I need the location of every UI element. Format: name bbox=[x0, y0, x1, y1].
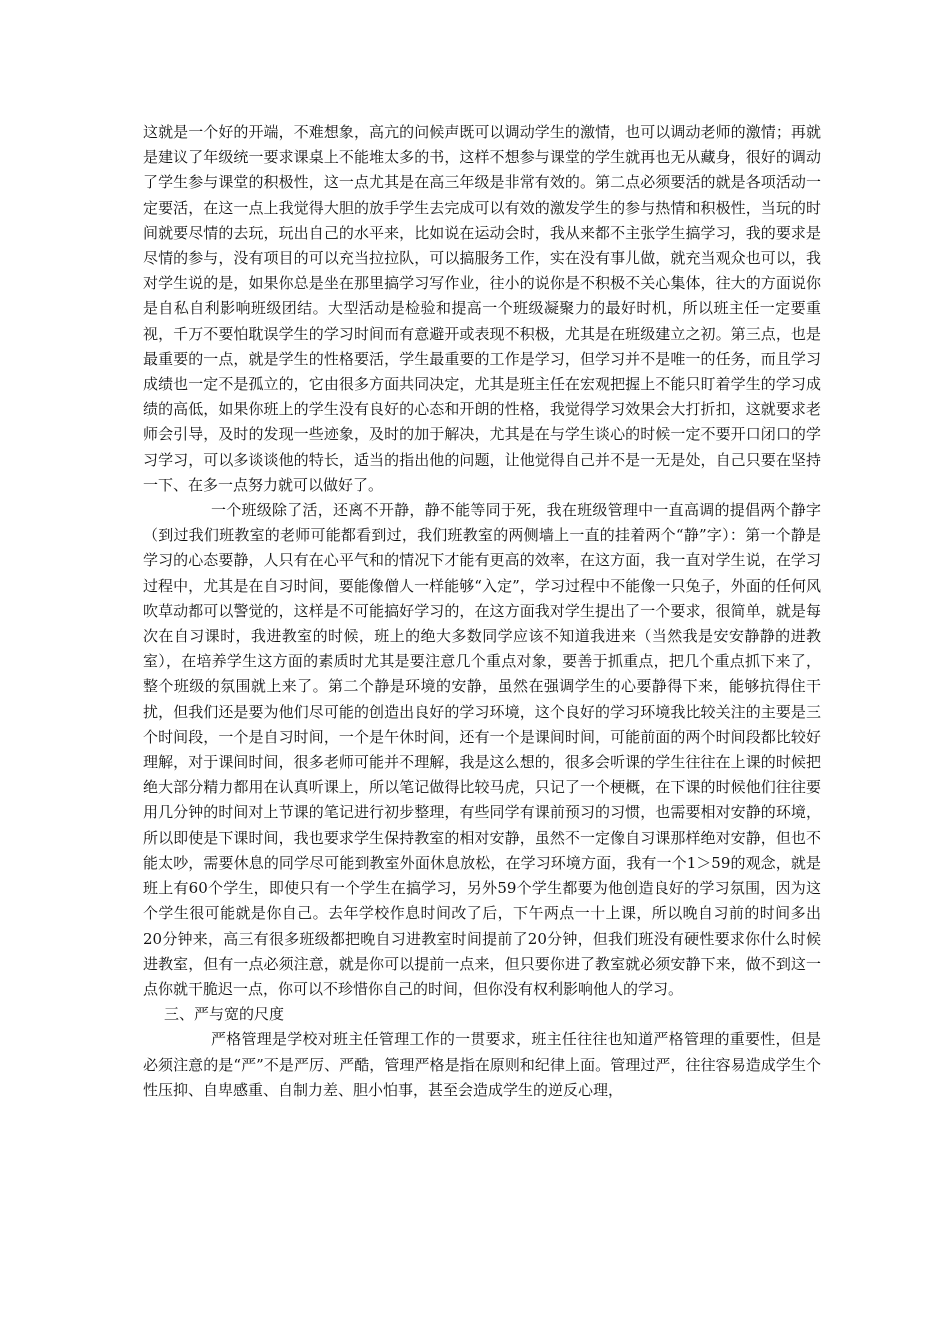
body-paragraph-1: 这就是一个好的开端，不难想象，高亢的问候声既可以调动学生的激情，也可以调动老师的激情；再就是建议了年级统一要求课桌上不能堆太多的书，这样不想参与课堂的学生就再也无从藏身，很好的调动了学生参与课堂的积极性，这一点尤其是在高三年级是非常有效的。第二点必须要活的就是各项活动一定要活，在这一点上我觉得大胆的放手学生去完成可以有效的激发学生的参与热情和积极性，当玩的时间就要尽情的去玩，玩出自己的水平来，比如说在运动会时，我从来都不主张学生搞学习，我的要求是尽情的参与，没有项目的可以充当拉拉队，可以搞服务工作，实在没有事儿做，就充当观众也可以，我对学生说的是，如果你总是坐在那里搞学习写作业，往小的说你是不积极不关心集体，往大的方面说你是自私自利影响班级团结。大型活动是检验和提高一个班级凝聚力的最好时机，所以班主任一定要重视，千万不要怕耽误学生的学习时间而有意避开或表现不积极，尤其是在班级建立之初。第三点，也是最重要的一点，就是学生的性格要活，学生最重要的工作是学习，但学习并不是唯一的任务，而且学习成绩也一定不是孤立的，它由很多方面共同决定，尤其是班主任在宏观把握上不能只盯着学生的学习成绩的高低，如果你班上的学生没有良好的心态和开朗的性格，我觉得学习效果会大打折扣，这就要求老师会引导，及时的发现一些迹象，及时的加于解决，尤其是在与学生谈心的时候一定不要开口闭口的学习学习，可以多谈谈他的特长，适当的指出他的问题，让他觉得自己并不是一无是处，自己只要在坚持一下、在多一点努力就可以做好了。 bbox=[143, 123, 821, 494]
body-paragraph-2: 一个班级除了活，还离不开静，静不能等同于死，我在班级管理中一直高调的提倡两个静字（到过我们班教室的老师可能都看到过，我们班教室的两侧墙上一直的挂着两个“静”字）：第一个静是学习的心态要静，人只有在心平气和的情况下才能有更高的效率，在这方面，我一直对学生说，在学习过程中，尤其是在自习时间，要能像僧人一样能够“入定”，学习过程中不能像一只兔子，外面的任何风吹草动都可以警觉的，这样是不可能搞好学习的，在这方面我对学生提出了一个要求，很简单，就是每次在自习课时，我进教室的时候，班上的绝大多数同学应该不知道我进来（当然我是安安静静的进教室），在培养学生这方面的素质时尤其是要注意几个重点对象，要善于抓重点，把几个重点抓下来了，整个班级的氛围就上来了。第二个静是环境的安静，虽然在强调学生的心要静得下来，能够抗得住干扰，但我们还是要为他们尽可能的创造出良好的学习环境，这个良好的学习环境我比较关注的主要是三个时间段，一个是自习时间，一个是午休时间，还有一个是课间时间，可能前面的两个时间段都比较好理解，对于课间时间，很多老师可能并不理解，我是这么想的，很多会听课的学生往往在上课的时候把绝大部分精力都用在认真听课上，所以笔记做得比较马虎，只记了一个梗概，在下课的时候他们往往要用几分钟的时间对上节课的笔记进行初步整理，有些同学有课前预习的习惯，也需要相对安静的环境，所以即使是下课时间，我也要求学生保持教室的相对安静，虽然不一定像自习课那样绝对安静，但也不能太吵，需要休息的同学尽可能到教室外面休息放松，在学习环境方面，我有一个1＞59的观念，就是班上有60个学生，即使只有一个学生在搞学习，另外59个学生都要为他创造良好的学习氛围，因为这个学生很可能就是你自己。去年学校作息时间改了后，下午两点一十上课，所以晚自习前的时间多出20分钟来，高三有很多班级都把晚自习进教室时间提前了20分钟，但我们班没有硬性要求你什么时候进教室，但有一点必须注意，就是你可以提前一点来，但只要你进了教室就必须安静下来，做不到这一点你就干脆迟一点，你可以不珍惜你自己的时间，但你没有权利影响他人的学习。 bbox=[143, 501, 821, 998]
document-page bbox=[143, 120, 821, 1103]
body-paragraph-3: 严格管理是学校对班主任管理工作的一贯要求，班主任往往也知道严格管理的重要性，但是必须注意的是“严”不是严厉、严酷，管理严格是指在原则和纪律上面。管理过严，往往容易造成学生个性压抑、自卑感重、自制力差、胆小怕事，甚至会造成学生的逆反心理， bbox=[143, 1030, 821, 1099]
section-heading-3: 三、严与宽的尺度 bbox=[164, 1005, 285, 1024]
